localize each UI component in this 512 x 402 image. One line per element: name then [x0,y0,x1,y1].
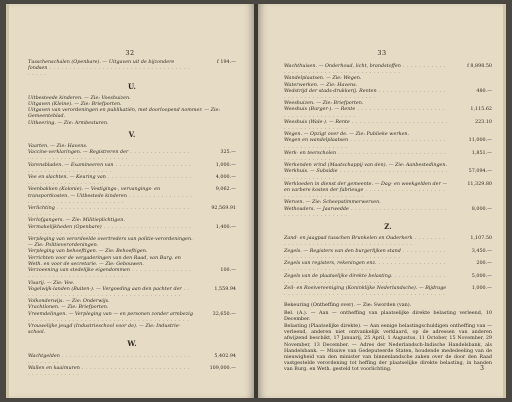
index-entry [28,224,236,236]
entry-text: Weeshuis (Wale-). — Rente . . . [284,119,449,131]
entry-text: Verzoeening van stedelijke eigendommen . . . [28,267,193,279]
entry-amount: 57,094.— [468,168,492,175]
entry-text: Weeshuizen. — Zie: Briefporten. [284,100,364,107]
index-entry [284,88,492,100]
entry-text: Zand- en jaagpad tusschen Brunkelen en Ouderkerk . . . [284,235,449,247]
entry-amount: 32,650.— [212,310,236,317]
index-entry [284,181,492,200]
book-spread [6,4,506,398]
entry-text: Visarij. — Zie: Vee. [28,279,75,286]
entry-text: Waterwerken. — Zie: Havens. [284,81,358,88]
signature-mark: 3 [480,365,484,372]
entry-text: Wedstrijd der stads-drukkerij. Renten . . . [284,88,449,100]
entry-text: Werkhuis. — Subsidie . . . [284,168,449,180]
entry-text: Zegels. — Registers van den burgerlijken stand . . . [284,248,449,260]
index-entry [28,205,236,217]
register-paragraphs [284,302,492,372]
v-entries [28,143,236,335]
index-entry [28,162,236,174]
section-heading-w: W. [127,339,137,349]
entry-amount: 1,000.— [215,161,236,168]
section-heading-u: U. [128,81,136,91]
entry-text: Verpleging van verordeelde overtreders van politie-verordeningen. — Zie: Politieverordeningen. [28,236,193,249]
entry-text: Werk- en teerscholen . . . [284,150,449,162]
entry-amount: 109,000.— [209,364,236,371]
entry-amount: 1,400.— [215,223,236,230]
register-paragraph: Belasting (Plaatselijke direkte). — Aan eenige belastingschuldigen ontheffing van — verleend, anderen niet ontvankelijk verklaard, op de adressen van anderen afwijzend beschikt, 17 Januarij, 25 April, 1 Augustus, 11 October, 15 November, 29 November, 13 December. — Adres der Nederlandsch-Indische Handelsbank, als Handelsbank. — Missive van Gedeputeerde Staten, houdende mededeeling van de nieuwigheid van den minister van binnenlandsche zaken over de door den Raad vastgestelde verordening tot heffing der plaatselijke direkte belasting, in handen van Burg. en Weth. gesteld tot voorlichting. [284,322,492,373]
entry-text: Wachtgelden . . . [28,353,193,365]
entry-text: Tusschenschalen (Openbare). — Uitgaven uit de bijzondere fondsen . . . [28,59,193,78]
index-entry [284,206,492,218]
index-entry [284,150,492,162]
entry-text: Volkonderwijs. — Zie: Onderwijs. [28,298,110,305]
w-entries [284,63,492,218]
index-entry [284,273,492,285]
entry-text: Wegen en wandelplaatsen . . . [284,137,449,149]
entry-text: Wachthuisen. — Onderhoud, licht, brandstoffen . . . [284,63,449,75]
index-entry [28,286,236,298]
u-entries [28,95,236,126]
entry-text: Uitbesteede kinderen. — Zie: Voeshuizen. [28,94,131,101]
entry-amount: 223.10 [475,118,492,125]
entry-amount: 100.— [220,267,236,274]
index-entry [28,59,236,78]
entry-text: Vrouwelijke jeugd (Industrieschool voor de). — Zie: Industrie-school. [28,322,181,336]
entry-text: Zegels van de plaatselijke direkte belasting. . . . [284,273,449,285]
entry-amount: 325.— [220,149,236,156]
right-page-content [284,63,492,374]
entry-text: Weeshuis (Burger-). — Rente . . . [284,106,449,118]
entry-amount: 11,329.80 [467,180,492,187]
index-entry [28,255,236,267]
entry-amount: 1,000.— [471,284,492,291]
entry-text: Zegels van registers, rekeningen enz. . . . [284,260,449,272]
index-entry [28,120,236,126]
index-entry [28,353,236,365]
entry-text: Vreemdelingen. — Verpleging van — en personen zonder armbezig . . . [28,311,193,323]
entry-text: Werkloeden in dienst der gemeente. — Dag- en weekgelden der — en varbere kosten der fabrieuge . . . [284,181,449,200]
index-entry [284,106,492,118]
register-paragraph: Bel. (A.). — Aan — ontheffing van plaatselijke direkte belasting verleend, 10 December. [284,309,492,322]
entry-text: Uitgaven van verordeningen en publikatiën, met doorloopend nommer. — Zie: Gemeenteblad. [28,107,221,120]
entry-amount: 5,000.— [471,272,492,279]
entry-text: Verlichting . . . [28,205,193,217]
index-entry [284,235,492,247]
section-heading-v: V. [128,129,136,139]
index-entry [28,323,236,335]
entry-text: Verpleging van behoeftigen. — Zie: Behoeftigen. [28,248,148,255]
z-entries [284,235,492,297]
index-entry [28,107,236,119]
index-entry [28,267,236,279]
index-entry [28,236,236,248]
index-entry [28,149,236,161]
left-page [6,4,254,398]
entry-amount: 8,000.— [471,205,492,212]
index-entry [28,174,236,186]
entry-text: Veenbakken (Kolonie). — Vestigings-, vervangings- en transportkosten. — Uitbestede kinderen . . . [28,186,193,205]
entry-text: Vaarten. — Zie: Havens. [28,143,88,150]
entry-amount: 5,402.94 [214,352,236,359]
index-entry [284,63,492,75]
entry-text: Werkenden vrind (Maatschappij van den). — Zie: Aanbestedingen. [284,162,448,169]
index-entry [28,186,236,205]
index-entry [284,285,492,297]
entry-amount: 3,450.— [471,247,492,254]
index-entry [284,248,492,260]
entry-amount: f 8,898.50 [467,63,492,69]
entry-text: Wandelplaatsen. — Zie: Wegen. [284,75,362,82]
index-entry [284,168,492,180]
entry-text: Verrichten voor de vergaderingen van den Raad, van Burg. en Weth. en voor de secretarie. — Zie: Gebouwen. [28,254,181,267]
page-edge [6,4,9,398]
section-heading-z: Z. [384,222,392,232]
entry-text: Uitkeering. — Zie: Armbesturen. [28,119,109,126]
entry-amount: 11,000.— [468,137,492,144]
left-page-content [28,59,236,377]
entry-amount: 480.— [476,87,492,94]
entry-amount: 1,851.— [471,149,492,156]
entry-text: Vrachtlonen. — Zie: Briefporten. [28,304,109,311]
index-entry [284,260,492,272]
index-entry [28,311,236,323]
index-entry [28,365,236,377]
entry-amount: 4,000.— [215,174,236,181]
index-entry [284,137,492,149]
page-number: 32 [125,49,135,57]
page-number: 33 [377,49,387,57]
top-entries [28,59,236,78]
page-edge [503,4,506,398]
entry-text: Zeil- en Roeivereeniging (Koninklijke Nederlandsche). — Bijdrage . . . [284,285,449,297]
entry-text: Vaccine-verklaringen. — Registreren der . . . [28,149,193,161]
entry-text: Vee en slachten. — Keuring van . . . [28,174,193,186]
entry-amount: 1,559.94 [214,285,236,292]
entry-text: Verlofgangers. — Zie: Militieplichtigen. [28,217,125,224]
entry-text: Vermakelijkheden (Openbare) . . . [28,224,193,236]
entry-text: Wethouders. — Jaarwedde . . . [284,206,449,218]
entry-amount: 1,107.50 [470,235,492,242]
entry-text: Wallen en kaaimuren . . . [28,365,193,377]
entry-amount: 9,062.— [215,186,236,193]
entry-amount: f 194.— [217,59,236,65]
entry-text: Werven. — Zie: Scheepstimmerwerven. [284,199,381,206]
entry-text: Varensbladen. — Examineeren van . . . [28,162,193,174]
entry-text: Uitgaven (Kleine). — Zie: Briefporten. [28,101,122,108]
w-entries [28,353,236,378]
entry-text: Wegen. — Opzigt over de. — Zie: Publieke werken. [284,131,410,138]
right-page [258,4,506,398]
index-entry [284,119,492,131]
entry-amount: 92,569.91 [211,205,236,212]
entry-amount: 200.— [476,260,492,267]
entry-text: Vogelwijk-landen (Buiten-). — Vergoeding aan den pachter der . . . [28,286,193,298]
entry-amount: 1,115.62 [470,106,492,113]
register-paragraph: Bekeuring (Ontheffing over). — Zie: Sworden (van). [284,302,412,309]
